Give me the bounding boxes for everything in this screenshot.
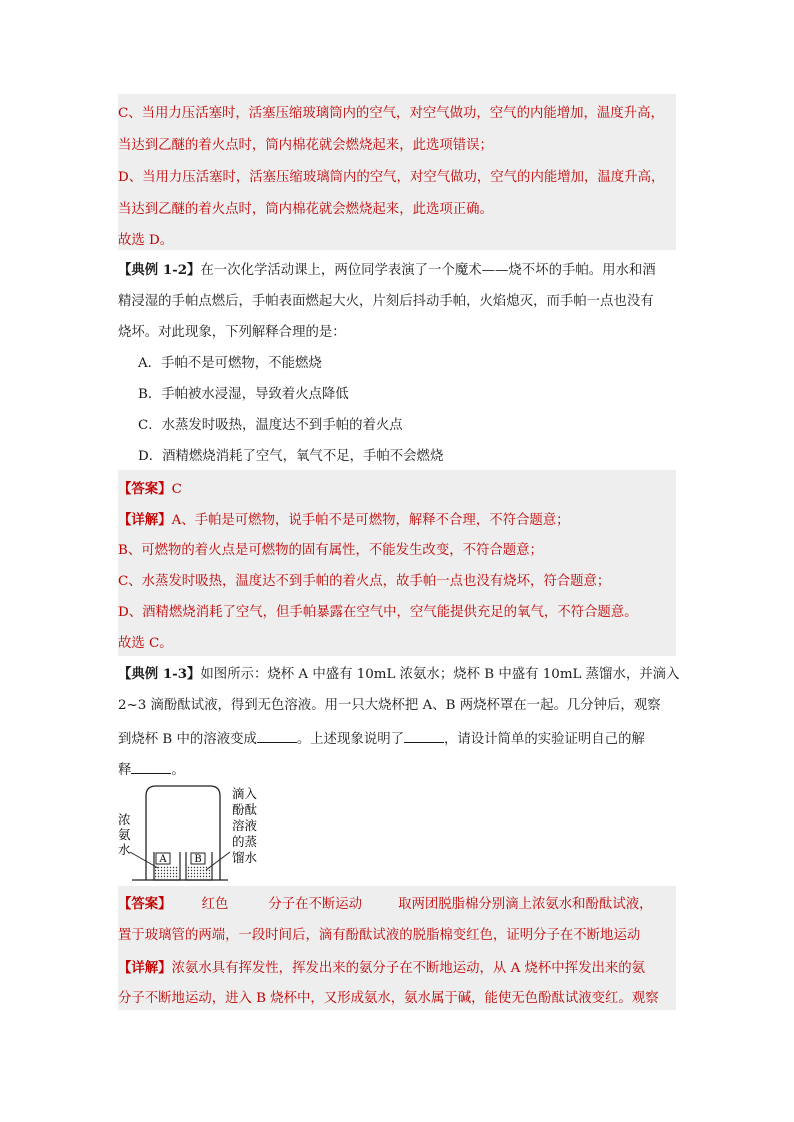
detail-line-d: D、酒精燃烧消耗了空气，但手帕暴露在空气中，空气能提供充足的氧气，不符合题意。 (118, 605, 638, 620)
example-tag: 【典例 1-3】 (118, 666, 201, 682)
beaker-b-label: B (194, 854, 202, 865)
question-text: 在一次化学活动课上，两位同学表演了一个魔术——烧不坏的手帕。用水和酒 (200, 263, 656, 278)
detail-text: A、手帕是可燃物，说手帕不是可燃物，解释不合理，不符合题意； (171, 513, 570, 528)
detail-line-a (118, 510, 570, 531)
choice-c: C．水蒸发时吸热，温度达不到手帕的着火点 (138, 418, 403, 433)
example-1-2-question-line2: 精浸湿的手帕点燃后，手帕表面燃起大火，片刻后抖动手帕，火焰熄灭，而手帕一点也没有 (118, 294, 654, 309)
choice-a: A．手帕不是可燃物，不能燃烧 (138, 356, 322, 371)
option-c-analysis-line1: C、当用力压活塞时，活塞压缩玻璃筒内的空气，对空气做功，空气的内能增加，温度升高， (118, 106, 664, 121)
conclusion-1: 故选 D。 (118, 233, 174, 248)
conclusion-2: 故选 C。 (118, 636, 173, 651)
ammonia-label-3: 水 (118, 842, 131, 857)
detail-text: 浓氨水具有挥发性，挥发出来的氨分子在不断地运动，从 A 烧杯中挥发出来的氨 (171, 961, 646, 976)
answer-line-3 (118, 894, 653, 915)
question-text: 。 (171, 763, 185, 778)
water-label-4: 的蒸 (232, 834, 258, 849)
answer-value-1: 红色 (201, 897, 229, 912)
example-1-3-question-line4 (118, 759, 185, 781)
detail-line-3a (118, 958, 645, 979)
answer-value-3: 取两团脱脂棉分别滴上浓氨水和酚酞试液， (398, 897, 653, 912)
water-label-3: 溶液 (232, 818, 258, 833)
choice-b: B．手帕被水浸湿，导致着火点降低 (138, 387, 349, 402)
answer-tag: 【答案】 (118, 896, 172, 912)
beaker-experiment-figure (118, 782, 268, 882)
answer-tag: 【答案】 (118, 481, 172, 497)
water-label-1: 滴入 (232, 786, 258, 801)
answer-blank-3[interactable] (131, 759, 171, 774)
example-1-3-question-line2: 2~3 滴酚酞试液，得到无色溶液。用一只大烧杯把 A、B 两烧杯罩在一起。几分钟后，观察 (118, 698, 661, 713)
question-text: 。上述现象说明了 (296, 732, 404, 747)
solution-block-2 (118, 470, 676, 656)
answer-value-2: 分子在不断运动 (268, 897, 363, 912)
detail-tag: 【详解】 (118, 960, 172, 976)
answer-value: C (171, 482, 182, 497)
water-label-2: 酚酞 (232, 802, 258, 817)
example-tag: 【典例 1-2】 (118, 262, 201, 278)
option-c-analysis-line2: 当达到乙醚的着火点时，筒内棉花就会燃烧起来，此选项错误； (118, 138, 493, 153)
ammonia-label-1: 浓 (118, 812, 131, 827)
detail-line-c: C、水蒸发时吸热，温度达不到手帕的着火点，故手帕一点也没有烧坏，符合题意； (118, 574, 611, 589)
answer-blank-1[interactable] (257, 728, 297, 743)
beaker-a-label: A (159, 854, 167, 865)
water-label-5: 馏水 (232, 850, 258, 865)
example-1-3-question-line1 (118, 664, 679, 685)
choice-d: D．酒精燃烧消耗了空气，氧气不足，手帕不会燃烧 (138, 449, 444, 464)
ammonia-label-2: 氨 (118, 827, 131, 842)
detail-line-3b: 分子不断地运动，进入 B 烧杯中，又形成氨水，氨水属于碱，能使无色酚酞试液变红。观察 (118, 991, 659, 1006)
question-text: 如图所示：烧杯 A 中盛有 10mL 浓氨水；烧杯 B 中盛有 10mL 蒸馏水，并滴入 (200, 667, 680, 682)
option-d-analysis-line1: D、当用力压活塞时，活塞压缩玻璃筒内的空气，对空气做功，空气的内能增加，温度升高， (118, 170, 665, 185)
question-text: 释 (118, 763, 132, 778)
detail-tag: 【详解】 (118, 512, 172, 528)
example-1-3-question-line3 (118, 728, 645, 750)
example-1-2-question-line1 (118, 260, 656, 281)
option-d-analysis-line2: 当达到乙醚的着火点时，筒内棉花就会燃烧起来，此选项正确。 (118, 202, 493, 217)
answer-blank-2[interactable] (404, 728, 444, 743)
question-text: 到烧杯 B 中的溶液变成 (118, 732, 257, 747)
detail-line-b: B、可燃物的着火点是可燃物的固有属性，不能发生改变，不符合题意； (118, 543, 543, 558)
question-text: ，请设计简单的实验证明自己的解 (444, 732, 645, 747)
answer-line (118, 479, 182, 500)
answer-line-3b: 置于玻璃管的两端，一段时间后，滴有酚酞试液的脱脂棉变红色，证明分子在不断地运动 (118, 928, 641, 943)
example-1-2-question-line3: 烧坏。对此现象，下列解释合理的是： (118, 325, 346, 340)
